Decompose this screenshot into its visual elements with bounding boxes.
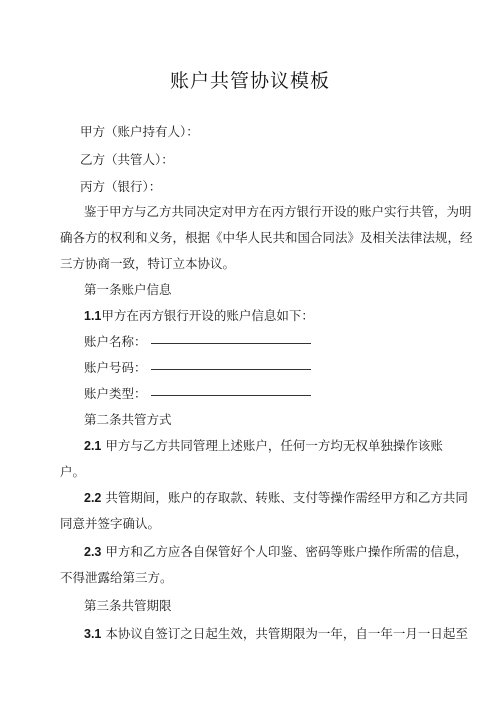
document-title: 账户共管协议模板 [169,70,330,92]
clause-2-1-line-2: 户。 [60,464,86,479]
account-name-blank-line[interactable] [151,342,311,344]
clause-text: 甲方与乙方共同管理上述账户，任何一方均无权单独操作该账 [101,438,443,453]
clause-number: 3.1 [84,627,102,641]
clause-number: 2.2 [84,491,102,505]
account-number-label: 账户号码： [84,360,147,375]
clause-number: 2.3 [84,545,102,559]
clause-text: 甲方在丙方银行开设的账户信息如下： [101,308,314,323]
clause-1-1 [84,308,314,324]
preamble-line-1: 鉴于甲方与乙方共同决定对甲方在丙方银行开设的账户实行共管，为明 [84,204,472,219]
clause-text: 甲方和乙方应各自保管好个人印鉴、密码等账户操作所需的信息， [101,544,468,559]
clause-2-1-line-1 [84,438,443,454]
preamble-line-3: 三方协商一致，特订立本协议。 [60,256,236,271]
article-1-heading: 第一条账户信息 [84,282,172,297]
party-a-label: 甲方（账户持有人）： [80,124,199,139]
preamble-line-2: 确各方的权利和义务，根据《中华人民共和国合同法》及相关法律法规，经 [60,230,473,245]
party-c-label: 丙方（银行）： [80,179,162,194]
article-3-heading: 第三条共管期限 [84,598,172,613]
account-number-blank-line[interactable] [151,368,311,370]
clause-2-3-line-2: 不得泄露给第三方。 [60,570,173,585]
clause-text: 共管期间，账户的存取款、转账、支付等操作需经甲方和乙方共同 [101,490,468,505]
party-b-label: 乙方（共管人）： [80,152,174,167]
clause-number: 2.1 [84,439,102,453]
account-type-label: 账户类型： [84,386,147,401]
clause-number: 1.1 [84,309,102,323]
account-name-row [84,334,311,350]
clause-text: 本协议自签订之日起生效，共管期限为一年，自一年一月一日起至 [101,626,468,641]
clause-3-1-line-1 [84,626,468,642]
clause-2-2-line-1 [84,490,468,506]
clause-2-2-line-2: 同意并签字确认。 [60,516,161,531]
clause-2-3-line-1 [84,544,468,560]
article-2-heading: 第二条共管方式 [84,412,172,427]
account-number-row [84,360,311,376]
account-type-row [84,386,311,402]
account-type-blank-line[interactable] [151,394,311,396]
account-name-label: 账户名称： [84,334,147,349]
